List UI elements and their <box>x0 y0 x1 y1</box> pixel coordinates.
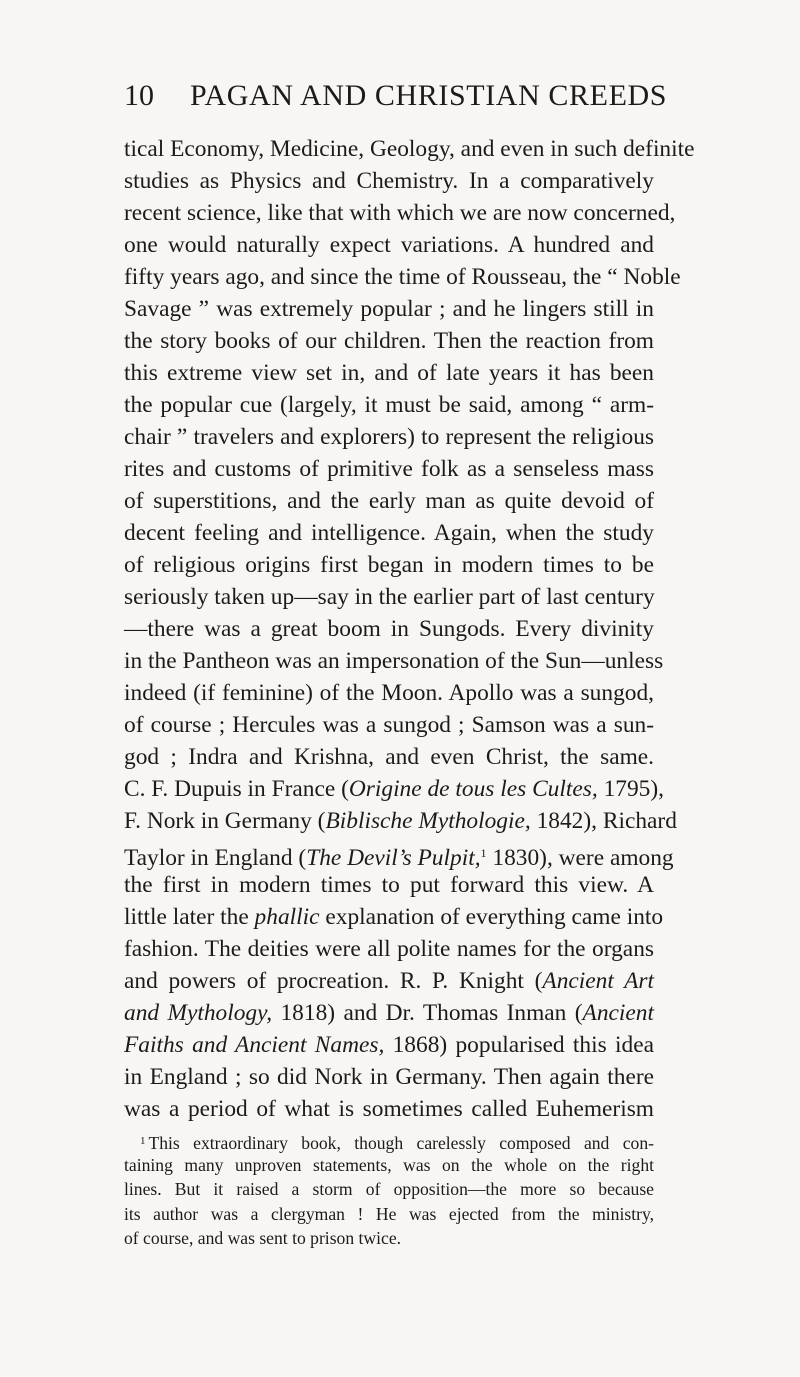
footnote-text: This extraordinary book, though carelessly composed and con- <box>148 1133 654 1153</box>
body-line <box>124 965 654 997</box>
book-title-origine: Origine de tous les Cultes, <box>348 776 598 802</box>
body-line: this extreme view set in, and of late years it has been <box>124 360 654 386</box>
text-run: Taylor in England ( <box>124 845 307 871</box>
text-run: 1868) popularised this idea <box>384 1032 654 1058</box>
book-title-devils-pulpit: The Devil’s Pulpit, <box>306 845 481 871</box>
body-line: chair ” travelers and explorers) to represent the religious <box>124 424 654 450</box>
book-title-ancient-art: Ancient Art <box>542 968 654 994</box>
text-run: 1818) and Dr. Thomas Inman ( <box>272 1000 583 1026</box>
text-run: 1830), were among <box>486 845 674 871</box>
body-line: god ; Indra and Krishna, and even Christ, the same. <box>124 744 654 770</box>
footnote-marker: 1 <box>140 1135 146 1147</box>
text-run: little later the <box>124 904 255 930</box>
body-line: rites and customs of primitive folk as a senseless mass <box>124 456 654 482</box>
text-run: and powers of procreation. R. P. Knight ( <box>124 968 543 994</box>
body-line <box>124 901 664 933</box>
footnote-line: of course, and was sent to prison twice. <box>124 1227 402 1248</box>
body-line <box>124 1029 654 1061</box>
footnote-line: taining many unproven statements, was on the whole on the right <box>124 1155 654 1176</box>
body-line: of course ; Hercules was a sungod ; Samson was a sun- <box>124 712 654 738</box>
text-run: 1842), Richard <box>530 808 677 834</box>
footnote-line: lines. But it raised a storm of opposition—the more so because <box>124 1179 654 1200</box>
text-run: 1795), <box>597 776 664 802</box>
body-line: —there was a great boom in Sungods. Every divinity <box>124 616 654 642</box>
text-run: C. F. Dupuis in France ( <box>124 776 349 802</box>
body-line: studies as Physics and Chemistry. In a comparatively <box>124 168 654 194</box>
footnote <box>124 1129 654 1250</box>
page-header <box>124 76 668 116</box>
body-line: the first in modern times to put forward this view. A <box>124 872 654 898</box>
body-line: the story books of our children. Then the reaction from <box>124 328 654 354</box>
body-line: one would naturally expect variations. A hundred and <box>124 232 654 258</box>
text-run: explanation of everything came into <box>319 904 664 930</box>
book-title-ancient-art-cont: and Mythology, <box>124 1000 273 1026</box>
body-text <box>124 133 695 1125</box>
body-line: in England ; so did Nork in Germany. Then again there <box>124 1064 654 1090</box>
body-line: was a period of what is sometimes called Euhemerism <box>124 1096 654 1122</box>
body-line: tical Economy, Medicine, Geology, and even in such definite <box>124 136 695 162</box>
body-line: fifty years ago, and since the time of Rousseau, the “ Noble <box>124 264 681 290</box>
body-line <box>124 997 654 1029</box>
body-line <box>124 837 674 871</box>
body-line: recent science, like that with which we are now concerned, <box>124 200 676 226</box>
body-line: seriously taken up—say in the earlier part of last century <box>124 584 655 610</box>
body-line: the popular cue (largely, it must be said, among “ arm- <box>124 392 654 418</box>
footnote-reference: 1 <box>480 846 487 860</box>
footnote-line <box>124 1129 654 1153</box>
page-number: 10 <box>124 79 154 112</box>
book-title-ancient-faiths: Ancient <box>582 1000 654 1026</box>
text-run: F. Nork in Germany ( <box>124 808 326 834</box>
running-title: PAGAN AND CHRISTIAN CREEDS <box>190 79 668 112</box>
emphasis-phallic: phallic <box>254 904 320 930</box>
book-title-biblische: Biblische Mythologie, <box>325 808 531 834</box>
body-line: decent feeling and intelligence. Again, when the study <box>124 520 654 546</box>
body-line: fashion. The deities were all polite names for the organs <box>124 936 654 962</box>
body-line: in the Pantheon was an impersonation of the Sun—unless <box>124 648 664 674</box>
body-line <box>124 805 677 837</box>
footnote-line: its author was a clergyman ! He was ejected from the ministry, <box>124 1203 654 1224</box>
book-title-ancient-faiths-cont: Faiths and Ancient Names, <box>124 1032 385 1058</box>
body-line: Savage ” was extremely popular ; and he lingers still in <box>124 296 654 322</box>
body-line: of superstitions, and the early man as quite devoid of <box>124 488 654 514</box>
body-line: indeed (if feminine) of the Moon. Apollo was a sungod, <box>124 680 654 706</box>
body-line <box>124 773 664 805</box>
body-line: of religious origins first began in modern times to be <box>124 552 654 578</box>
